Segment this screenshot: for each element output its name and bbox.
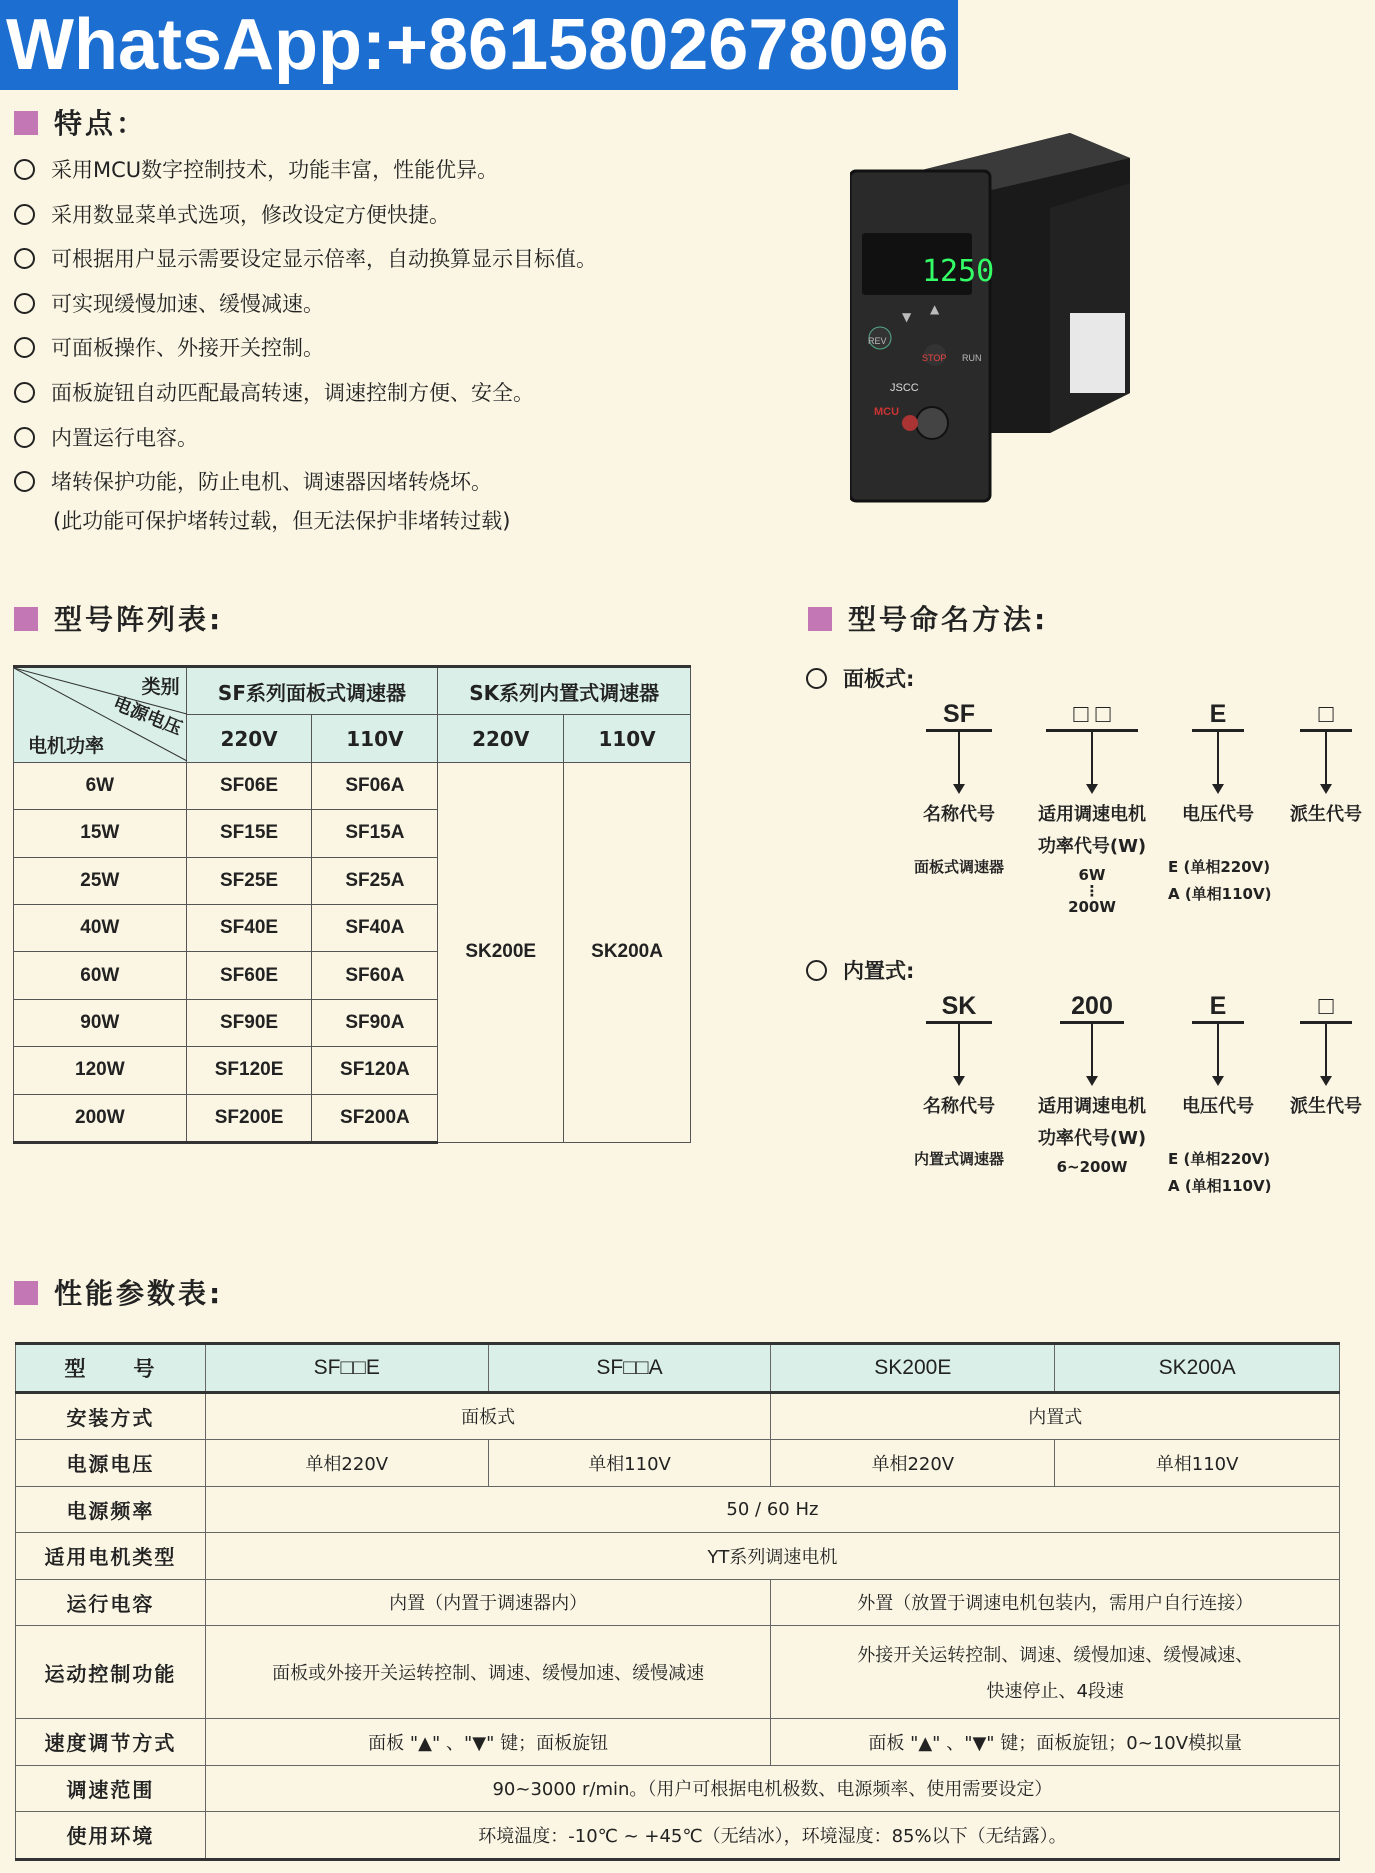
power-code-label: 适用调速电机 — [1038, 1096, 1146, 1117]
table-row — [16, 1765, 1340, 1812]
arrow-line — [958, 1024, 960, 1076]
model-cell: SF60E — [186, 952, 312, 999]
device-up-button: ▲ — [930, 302, 940, 316]
panel-power-code-column — [1032, 700, 1152, 916]
arrow-down-icon — [1212, 1076, 1224, 1086]
model-cell: SF40E — [186, 904, 312, 951]
arrow-line — [1325, 1024, 1327, 1076]
power-range: 6~200W — [1056, 1158, 1128, 1176]
panel-name-code: SF — [943, 700, 975, 728]
model-header: SK200A — [1055, 1344, 1340, 1393]
circle-bullet-icon — [14, 471, 35, 492]
cell: 50 / 60 Hz — [205, 1486, 1339, 1533]
model-cell: SF90A — [312, 999, 438, 1046]
table-header-row — [16, 1344, 1340, 1393]
power-code-label-2: 功率代号(W) — [1037, 836, 1147, 857]
cell: 面板式 — [205, 1392, 771, 1440]
section-square-icon — [14, 1281, 38, 1305]
power-bottom: 200W — [1068, 898, 1116, 916]
power-dots: ⋮ — [1084, 882, 1100, 900]
device-brand: JSCC — [890, 382, 919, 394]
builtin-name-code: SK — [941, 992, 977, 1020]
panel-power-code: □ □ — [1073, 700, 1111, 728]
matrix-corner-cell — [14, 667, 187, 763]
cell: 单相220V — [205, 1440, 488, 1487]
power-cell: 60W — [14, 952, 187, 999]
model-cell: SF15A — [312, 810, 438, 857]
table-row — [16, 1626, 1340, 1719]
circle-bullet-icon — [806, 668, 827, 689]
row-label: 运动控制功能 — [16, 1626, 206, 1719]
builtin-voltage-code: E — [1209, 992, 1227, 1020]
row-label: 调速范围 — [16, 1765, 206, 1812]
cell: 单相110V — [488, 1440, 771, 1487]
model-cell: SF40A — [312, 904, 438, 951]
feature-item: 可面板操作、外接开关控制。 — [14, 326, 794, 371]
features-title-text: 特点： — [54, 107, 148, 140]
feature-note: (此功能可保护堵转过载，但无法保护非堵转过载) — [53, 508, 511, 533]
model-cell: SF90E — [186, 999, 312, 1046]
row-label: 速度调节方式 — [16, 1719, 206, 1766]
cell: 单相220V — [771, 1440, 1055, 1487]
cell-line: 快速停止、4段速 — [986, 1681, 1124, 1702]
circle-bullet-icon — [14, 293, 35, 314]
name-code-label: 名称代号 — [923, 804, 995, 825]
naming-title — [808, 598, 1048, 638]
arrow-down-icon — [1320, 1076, 1332, 1086]
sk220-model-cell: SK200E — [438, 762, 564, 1142]
cell: 面板 "▲" 、"▼" 键；面板旋钮；0~10V模拟量 — [771, 1719, 1340, 1766]
section-square-icon — [14, 111, 38, 135]
name-code-label: 名称代号 — [923, 1096, 995, 1117]
cell: 内置式 — [771, 1392, 1340, 1440]
panel-type-label: 面板式: — [806, 663, 914, 693]
performance-table — [15, 1342, 1340, 1861]
table-row — [16, 1579, 1340, 1626]
model-cell: SF200A — [312, 1094, 438, 1142]
sk110-model-cell: SK200A — [564, 762, 691, 1142]
power-cell: 25W — [14, 857, 187, 904]
perf-title — [14, 1272, 223, 1312]
cell-line: 外接开关运转控制、调速、缓慢加速、缓慢减速、 — [857, 1645, 1254, 1666]
cell: 90~3000 r/min。（用户可根据电机极数、电源频率、使用需要设定） — [205, 1765, 1339, 1812]
model-header: SF□□E — [205, 1344, 488, 1393]
row-label: 电源频率 — [16, 1486, 206, 1533]
model-header: 型 号 — [16, 1344, 206, 1393]
arrow-down-icon — [1320, 784, 1332, 794]
builtin-desc-name: 内置式调速器 — [913, 1150, 1004, 1168]
corner-voltage: 电源电压 — [110, 693, 185, 739]
cell — [771, 1626, 1340, 1719]
volt-e: E (单相220V) — [1168, 858, 1271, 876]
voltage-header: 220V — [438, 715, 564, 762]
corner-power: 电机功率 — [28, 735, 105, 757]
model-cell: SF200E — [186, 1094, 312, 1142]
panel-derived-code: □ — [1318, 700, 1334, 728]
model-cell: SF25A — [312, 857, 438, 904]
panel-derived-code-column — [1282, 700, 1370, 826]
feature-item: 堵转保护功能，防止电机、调速器因堵转烧坏。 — [14, 460, 794, 505]
table-row — [16, 1486, 1340, 1533]
cell: 面板或外接开关运转控制、调速、缓慢加速、缓慢减速 — [205, 1626, 771, 1719]
feature-item: 可根据用户显示需要设定显示倍率，自动换算显示目标值。 — [14, 237, 794, 282]
cell: 面板 "▲" 、"▼" 键；面板旋钮 — [205, 1719, 771, 1766]
model-cell: SF60A — [312, 952, 438, 999]
power-cell: 90W — [14, 999, 187, 1046]
panel-voltage-code-column — [1168, 700, 1272, 904]
power-cell: 40W — [14, 904, 187, 951]
row-label: 使用环境 — [16, 1812, 206, 1860]
row-label: 适用电机类型 — [16, 1533, 206, 1580]
model-matrix-table — [13, 665, 691, 1144]
volt-e: E (单相220V) — [1168, 1150, 1271, 1168]
feature-item: 可实现缓慢加速、缓慢减速。 — [14, 282, 794, 327]
section-square-icon — [808, 607, 832, 631]
model-cell: SF25E — [186, 857, 312, 904]
table-row — [14, 762, 691, 809]
device-stop-button: STOP — [922, 353, 947, 363]
device-logo: MCU — [874, 406, 900, 418]
feature-item: 采用数显菜单式选项，修改设定方便快捷。 — [14, 193, 794, 238]
circle-bullet-icon — [14, 427, 35, 448]
device-rev-button: REV — [868, 336, 887, 346]
table-row — [16, 1392, 1340, 1440]
builtin-power-code: 200 — [1071, 992, 1113, 1020]
arrow-line — [1091, 1024, 1093, 1076]
cell: 环境温度：-10℃ ~ +45℃（无结冰），环境湿度：85%以下（无结露）。 — [205, 1812, 1339, 1860]
builtin-voltage-code-column — [1168, 992, 1272, 1196]
table-row — [16, 1719, 1340, 1766]
sf-series-header: SF系列面板式调速器 — [186, 667, 438, 715]
cell: YT系列调速电机 — [205, 1533, 1339, 1580]
table-row — [16, 1812, 1340, 1860]
voltage-code-label: 电压代号 — [1182, 804, 1254, 825]
device-display: 1250 — [922, 254, 995, 289]
model-cell: SF06A — [312, 762, 438, 809]
circle-bullet-icon — [14, 204, 35, 225]
panel-voltage-code: E — [1209, 700, 1227, 728]
speed-controller-image — [850, 133, 1140, 513]
model-cell: SF06E — [186, 762, 312, 809]
arrow-down-icon — [953, 784, 965, 794]
row-label: 安装方式 — [16, 1392, 206, 1440]
power-cell: 120W — [14, 1047, 187, 1094]
builtin-derived-code-column — [1282, 992, 1370, 1118]
volt-a: A (单相110V) — [1168, 1177, 1272, 1195]
builtin-power-code-column — [1032, 992, 1152, 1176]
arrow-line — [1091, 732, 1093, 784]
voltage-header: 110V — [312, 715, 438, 762]
power-cell: 200W — [14, 1094, 187, 1142]
feature-item: 面板旋钮自动匹配最高转速，调速控制方便、安全。 — [14, 371, 794, 416]
sk-series-header: SK系列内置式调速器 — [438, 667, 691, 715]
builtin-type-label: 内置式: — [806, 955, 914, 985]
circle-bullet-icon — [806, 960, 827, 981]
features-title — [14, 102, 147, 142]
circle-bullet-icon — [14, 382, 35, 403]
matrix-title-text: 型号阵列表: — [54, 603, 224, 636]
device-down-button: ▼ — [902, 310, 912, 324]
circle-bullet-icon — [14, 248, 35, 269]
feature-list — [14, 148, 794, 535]
builtin-name-code-column — [906, 992, 1012, 1169]
section-square-icon — [14, 607, 38, 631]
derived-code-label: 派生代号 — [1290, 1096, 1362, 1117]
whatsapp-banner: WhatsApp:+8615802678096 — [0, 0, 958, 90]
model-cell: SF120A — [312, 1047, 438, 1094]
circle-bullet-icon — [14, 159, 35, 180]
panel-desc-name: 面板式调速器 — [913, 858, 1004, 876]
model-cell: SF120E — [186, 1047, 312, 1094]
power-code-label-2: 功率代号(W) — [1037, 1128, 1147, 1149]
volt-a: A (单相110V) — [1168, 885, 1272, 903]
cell: 外置（放置于调速电机包装内，需用户自行连接） — [771, 1579, 1340, 1626]
power-top: 6W — [1078, 866, 1106, 884]
device-run-button: RUN — [962, 353, 982, 363]
power-cell: 6W — [14, 762, 187, 809]
arrow-line — [1325, 732, 1327, 784]
row-label: 运行电容 — [16, 1579, 206, 1626]
model-header: SK200E — [771, 1344, 1055, 1393]
builtin-derived-code: □ — [1318, 992, 1334, 1020]
circle-bullet-icon — [14, 337, 35, 358]
model-header: SF□□A — [488, 1344, 771, 1393]
voltage-header: 220V — [186, 715, 312, 762]
arrow-down-icon — [1086, 1076, 1098, 1086]
perf-title-text: 性能参数表: — [54, 1277, 224, 1310]
arrow-down-icon — [953, 1076, 965, 1086]
derived-code-label: 派生代号 — [1290, 804, 1362, 825]
table-row — [16, 1533, 1340, 1580]
naming-title-text: 型号命名方法: — [848, 603, 1049, 636]
arrow-line — [1217, 732, 1219, 784]
feature-item: 内置运行电容。 — [14, 416, 794, 461]
arrow-down-icon — [1086, 784, 1098, 794]
arrow-line — [958, 732, 960, 784]
model-cell: SF15E — [186, 810, 312, 857]
arrow-line — [1217, 1024, 1219, 1076]
arrow-down-icon — [1212, 784, 1224, 794]
power-code-label: 适用调速电机 — [1038, 804, 1146, 825]
voltage-code-label: 电压代号 — [1182, 1096, 1254, 1117]
cell: 单相110V — [1055, 1440, 1340, 1487]
row-label: 电源电压 — [16, 1440, 206, 1487]
matrix-title — [14, 598, 223, 638]
panel-name-code-column — [906, 700, 1012, 877]
cell: 内置（内置于调速器内） — [205, 1579, 771, 1626]
corner-category: 类别 — [141, 677, 180, 698]
voltage-header: 110V — [564, 715, 691, 762]
power-cell: 15W — [14, 810, 187, 857]
table-row — [16, 1440, 1340, 1487]
feature-item: 采用MCU数字控制技术，功能丰富，性能优异。 — [14, 148, 794, 193]
